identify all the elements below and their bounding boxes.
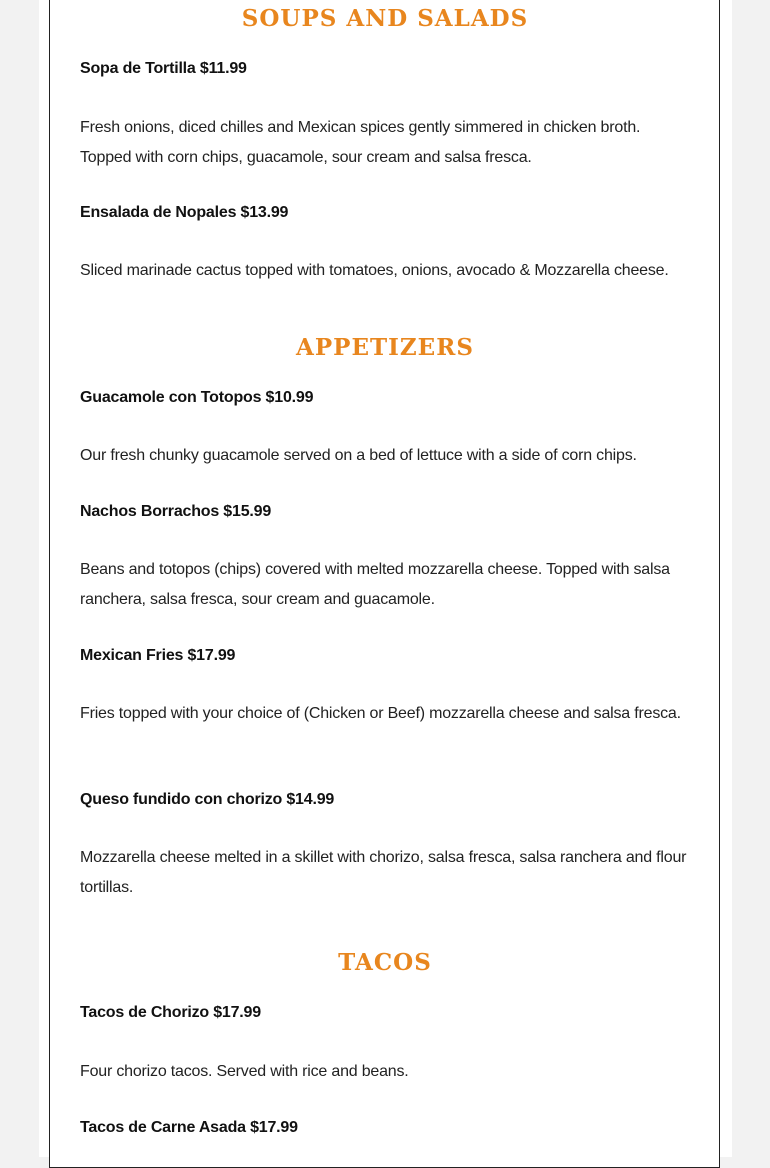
menu-item-description: Fresh onions, diced chilles and Mexican spices gently simmered in chicken broth. Topped with corn chips, guacamole, sour cream and salsa fresca. [80, 119, 641, 166]
menu-item-name: Tacos de Chorizo $17.99 [80, 1004, 261, 1021]
menu-item-description: Our fresh chunky guacamole served on a bed of lettuce with a side of corn chips. [80, 447, 637, 464]
menu-item-description: Beans and totopos (chips) covered with melted mozzarella cheese. Topped with salsa ranchera, salsa fresca, sour cream and guacamole. [80, 561, 670, 608]
menu-item-name: Mexican Fries $17.99 [80, 647, 236, 664]
menu-item-name: Nachos Borrachos $15.99 [80, 503, 272, 520]
menu-item-description: Mozzarella cheese melted in a skillet with chorizo, salsa fresca, salsa ranchera and flour tortillas. [80, 849, 687, 896]
menu-item-name: Tacos de Carne Asada $17.99 [80, 1119, 298, 1136]
section-title-tacos: TACOS [338, 949, 432, 976]
menu-item-description: Four chorizo tacos. Served with rice and beans. [80, 1063, 409, 1080]
section-title-soups-and-salads: SOUPS AND SALADS [241, 5, 529, 32]
menu-item-name: Queso fundido con chorizo $14.99 [80, 791, 335, 808]
section-title-appetizers: APPETIZERS [296, 334, 474, 361]
menu-item-name: Sopa de Tortilla $11.99 [80, 60, 247, 77]
menu-item-name: Ensalada de Nopales $13.99 [80, 204, 289, 221]
menu-item-description: Fries topped with your choice of (Chicken or Beef) mozzarella cheese and salsa fresca. [80, 705, 681, 722]
menu-item-description: Sliced marinade cactus topped with tomatoes, onions, avocado & Mozzarella cheese. [80, 262, 669, 279]
menu-item-name: Guacamole con Totopos $10.99 [80, 389, 314, 406]
